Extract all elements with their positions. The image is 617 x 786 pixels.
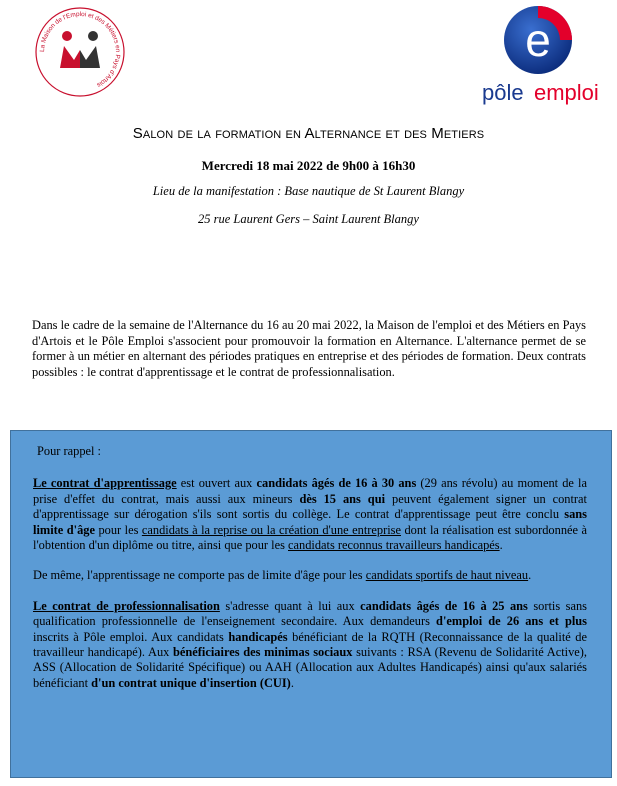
sportifs-paragraph: De même, l'apprentissage ne comporte pas de limite d'âge pour les candidats sportifs de haut niveau. — [33, 568, 532, 583]
event-title: Salon de la formation en Alternance et des Metiers — [132, 125, 485, 142]
reminder-label: Pour rappel : — [37, 444, 102, 458]
maison-emploi-logo — [34, 6, 126, 98]
apprentissage-paragraph: Le contrat d'apprentissage est ouvert aux candidats âgés de 16 à 30 ans (29 ans révolu) au moment de la prise d'effet du contrat, mais aussi aux mineurs dès 15 ans qui peuvent également signer un contrat d'apprentissage sur dérogation s'ils sont sortis du collège. Le contrat d'apprentissage peut être conclu sans limite d'âge pour les candidats à la reprise ou la création d'une entreprise dont la réalisation est subordonnée à l'obtention d'un diplôme ou titre, ainsi que pour les candidats reconnus travailleurs handicapés. — [33, 476, 587, 553]
intro-paragraph: Dans le cadre de la semaine de l'Alternance du 16 au 20 mai 2022, la Maison de l'emploi et des Métiers en Pays d'Artois et le Pôle Emploi s'associent pour promouvoir la formation en Alternance. L'alternance permet de se former à un métier en alternant des périodes pratiques en entreprise et des périodes de formation. Deux contrats possibles : le contrat d'apprentissage et le contrat de professionnalisation. — [32, 318, 586, 379]
event-address: 25 rue Laurent Gers – Saint Laurent Blangy — [198, 212, 419, 226]
event-date: Mercredi 18 mai 2022 de 9h00 à 16h30 — [201, 158, 416, 173]
event-venue: Lieu de la manifestation : Base nautique de St Laurent Blangy — [152, 184, 465, 198]
reminder-box — [10, 430, 612, 778]
pole-emploi-logo — [476, 2, 606, 106]
svg-text:e: e — [525, 14, 551, 66]
professionnalisation-paragraph: Le contrat de professionnalisation s'adresse quant à lui aux candidats âgés de 16 à 25 ans sortis sans qualification professionnelle de l'enseignement secondaire. Aux demandeurs d'emploi de 26 ans et plus inscrits à Pôle emploi. Aux candidats handicapés bénéficiant de la RQTH (Reconnaissance de la qualité de travailleur handicapé). Aux bénéficiaires des minimas sociaux suivants : RSA (Revenu de Solidarité Active), ASS (Allocation de Solidarité Spécifique) ou AAH (Allocation aux Adultes Handicapés) ainsi qu'aux salariés bénéficiant d'un contrat unique d'insertion (CUI). — [33, 598, 587, 690]
brand-pole: pôle — [482, 80, 524, 105]
brand-emploi: emploi — [534, 80, 599, 105]
ring-text: La Maison de l'Emploi et des Métiers en Pays d'Artois — [38, 10, 122, 89]
